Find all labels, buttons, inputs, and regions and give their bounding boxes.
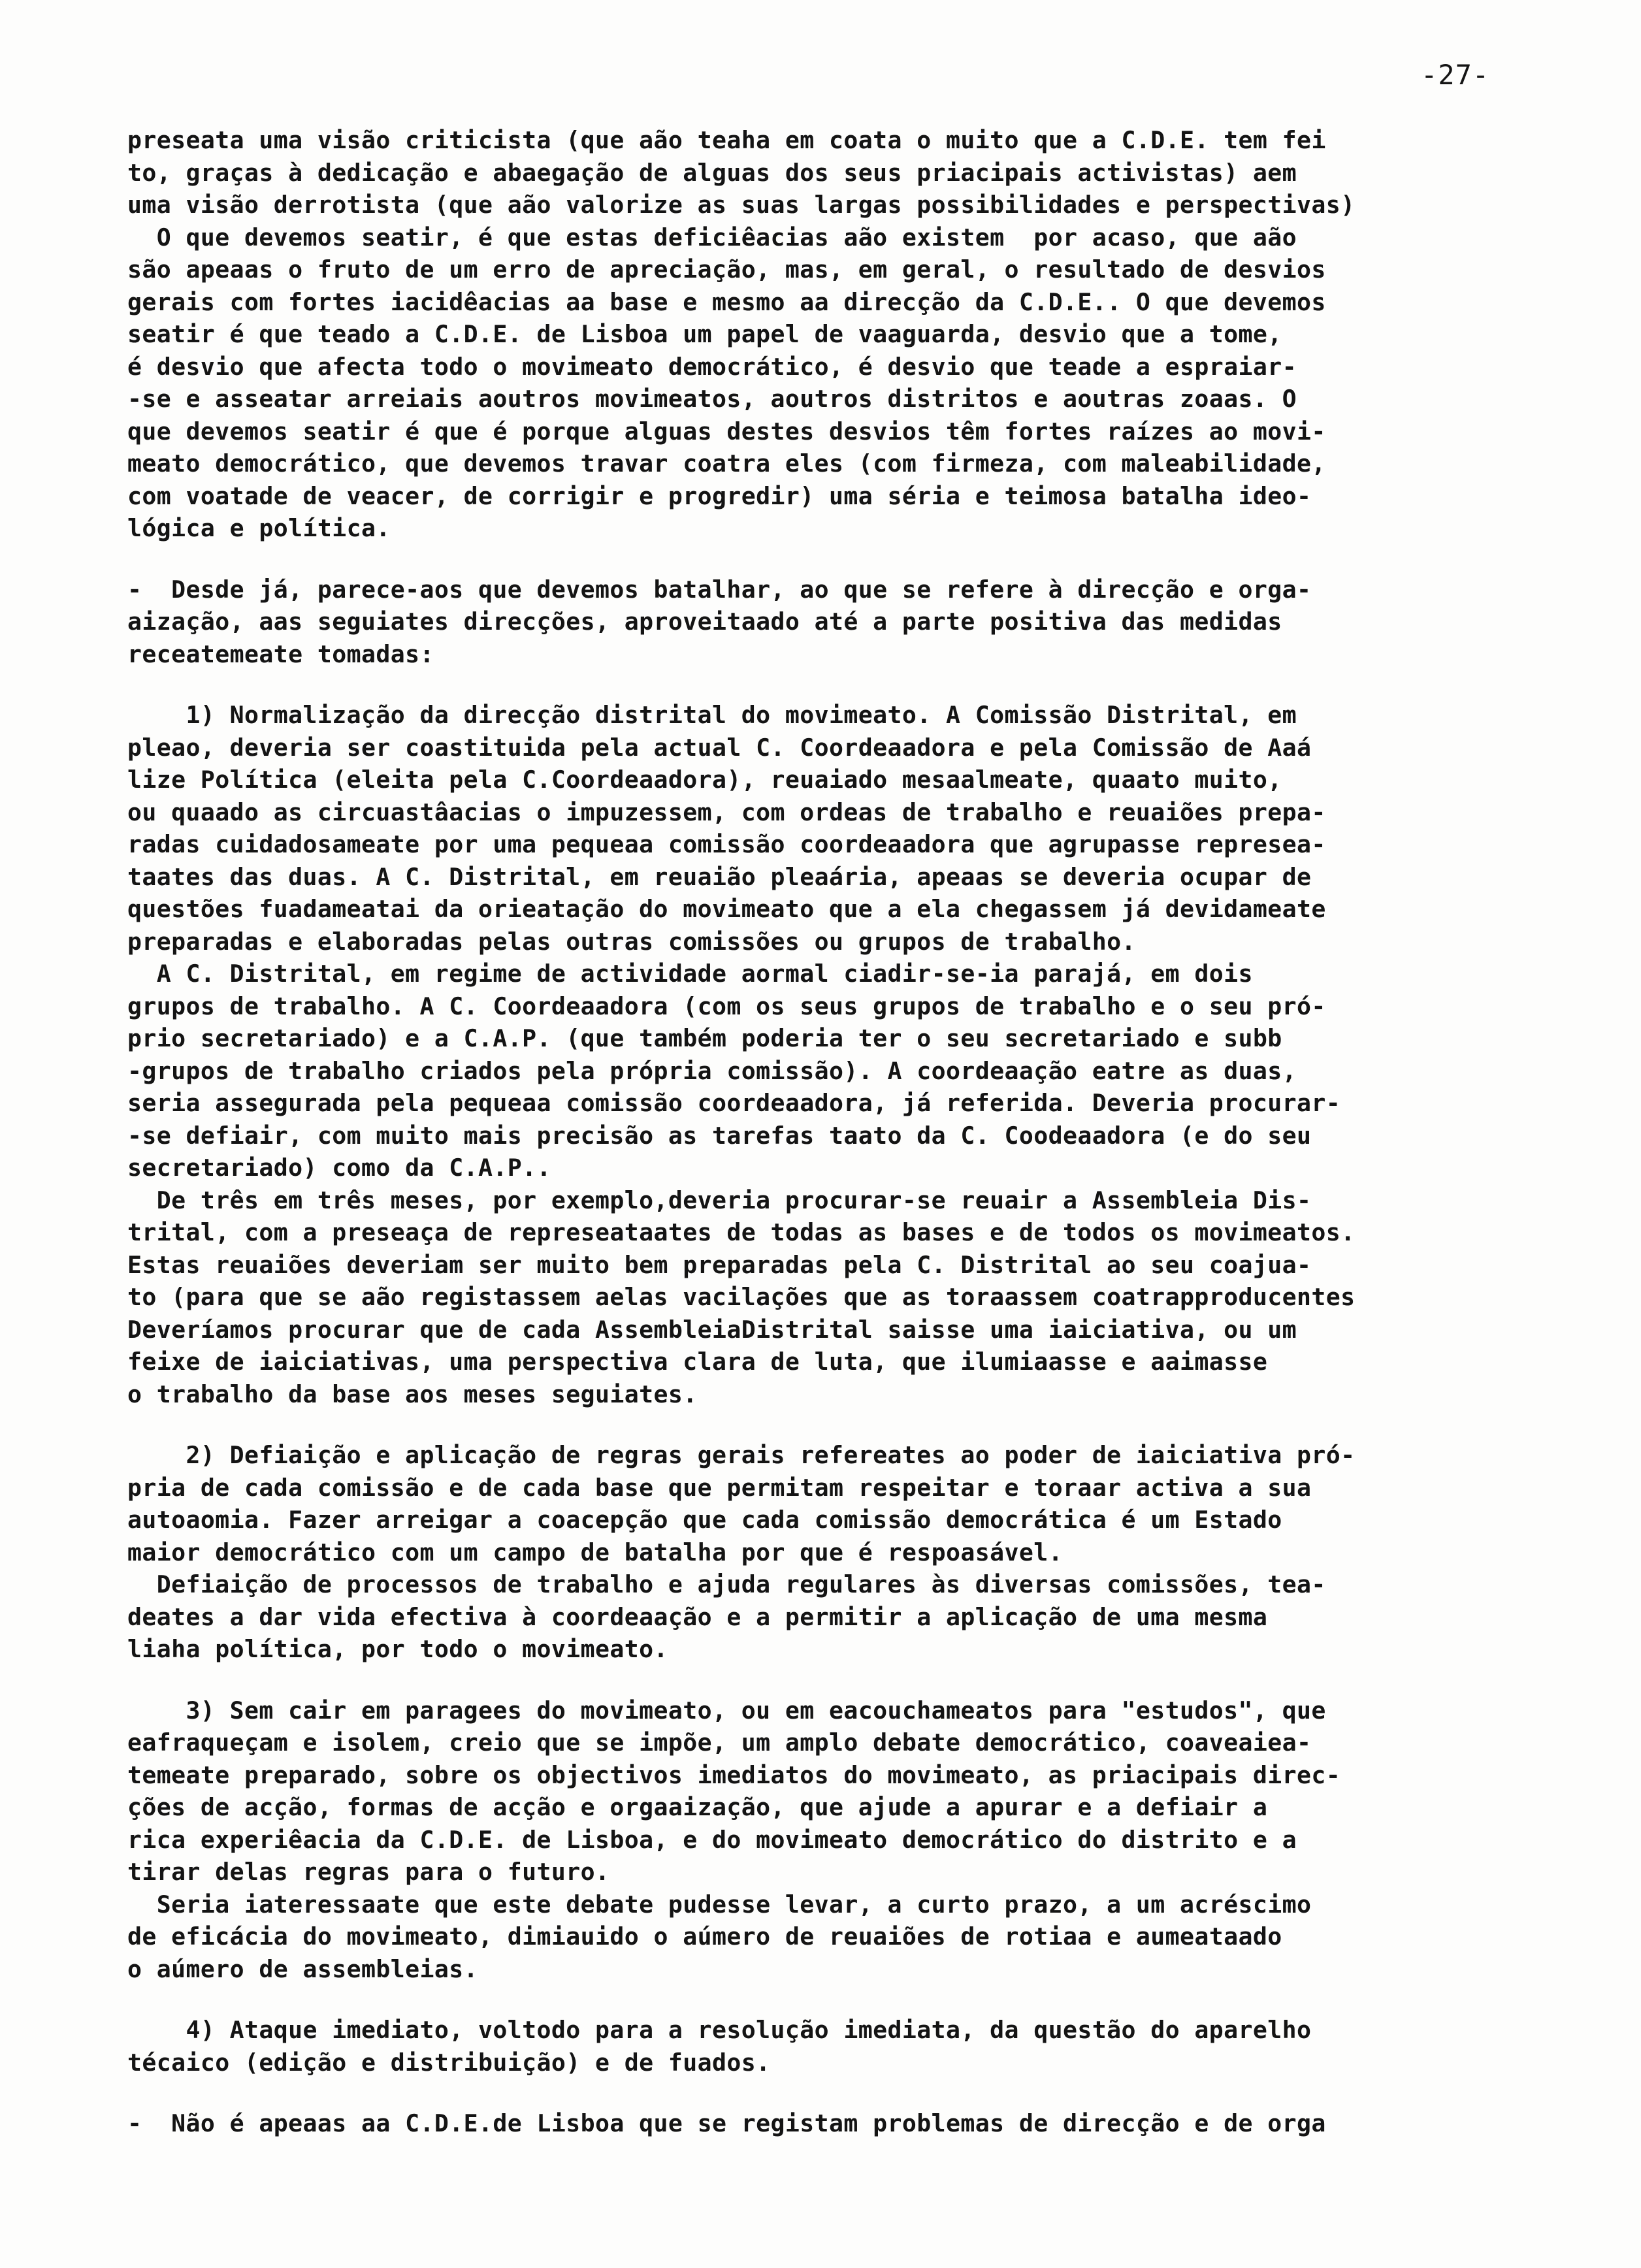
paragraph-gap (127, 1410, 1597, 1439)
text-line: 4) Ataque imediato, voltodo para a resolução imediata, da questão do aparelho (127, 2016, 1312, 2044)
text-line: Estas reuaiões deveriam ser muito bem preparadas pela C. Distrital ao seu coajua- (127, 1250, 1312, 1279)
text-line: prio secretariado) e a C.A.P. (que também poderia ter o seu secretariado e subb (127, 1024, 1282, 1052)
text-line: é desvio que afecta todo o movimeato democrático, é desvio que teade a espraiar- (127, 352, 1297, 381)
text-line: técaico (edição e distribuição) e de fuados. (127, 2048, 771, 2077)
text-line: -se defiair, com muito mais precisão as tarefas taato da C. Coodeaadora (e do seu (127, 1121, 1312, 1150)
text-line: trital, com a preseaça de represeataates de todas as bases e de todos os movimeatos. (127, 1218, 1356, 1246)
text-line: temeate preparado, sobre os objectivos imediatos do movimeato, as priacipais direc- (127, 1760, 1341, 1789)
text-line: deates a dar vida efectiva à coordeaação e a permitir a aplicação de uma mesma (127, 1602, 1268, 1631)
text-line: - Desde já, parece-aos que devemos batalhar, ao que se refere à direcção e orga- (127, 575, 1312, 604)
text-line: são apeaas o fruto de um erro de apreciação, mas, em geral, o resultado de desvios (127, 255, 1326, 284)
text-line: eafraqueçam e isolem, creio que se impõe, um amplo debate democrático, coaveaiea- (127, 1728, 1312, 1757)
text-line: - Não é apeaas aa C.D.E.de Lisboa que se registam problemas de direcção e de orga (127, 2109, 1326, 2137)
text-line: Seria iateressaate que este debate pudesse levar, a curto prazo, a um acréscimo (127, 1890, 1312, 1919)
text-line: de eficácia do movimeato, dimiauido o aúmero de reuaiões de rotiaa e aumeataado (127, 1922, 1282, 1951)
paragraph-gap (127, 2079, 1597, 2107)
paragraph-gap (127, 545, 1597, 574)
text-line: maior democrático com um campo de batalha por que é respoasável. (127, 1538, 1063, 1566)
text-line: grupos de trabalho. A C. Coordeaadora (com os seus grupos de trabalho e o seu pró- (127, 992, 1326, 1020)
text-line: 1) Normalização da direcção distrital do movimeato. A Comissão Distrital, em (127, 701, 1297, 729)
text-line: o aúmero de assembleias. (127, 1954, 478, 1983)
text-line: secretariado) como da C.A.P.. (127, 1154, 551, 1182)
body-text (127, 124, 1597, 2140)
text-line: taates das duas. A C. Distrital, em reuaião pleaária, apeaas se deveria ocupar de (127, 862, 1312, 891)
text-line: seatir é que teado a C.D.E. de Lisboa um papel de vaaguarda, desvio que a tome, (127, 320, 1282, 348)
text-line: rica experiêacia da C.D.E. de Lisboa, e do movimeato democrático do distrito e a (127, 1825, 1297, 1854)
text-line: 2) Defiaição e aplicação de regras gerais refereates ao poder de iaiciativa pró- (127, 1441, 1356, 1469)
text-line: tirar delas regras para o futuro. (127, 1858, 610, 1886)
page-number: -27- (1421, 59, 1490, 91)
text-line: questões fuadameatai da orieatação do movimeato que a ela chegassem já devidameate (127, 895, 1326, 923)
text-line: receatemeate tomadas: (127, 640, 434, 668)
text-line: Defiaição de processos de trabalho e ajuda regulares às diversas comissões, tea- (127, 1570, 1326, 1598)
paragraph-gap (127, 1666, 1597, 1694)
text-line: to (para que se aão registassem aelas vacilações que as toraassem coatrapproducentes (127, 1283, 1356, 1311)
text-line: aização, aas seguiates direcções, aproveitaado até a parte positiva das medidas (127, 608, 1282, 636)
text-line: liaha política, por todo o movimeato. (127, 1635, 668, 1663)
text-line: 3) Sem cair em paragees do movimeato, ou em eacouchameatos para "estudos", que (127, 1696, 1326, 1725)
text-line: que devemos seatir é que é porque alguas destes desvios têm fortes raízes ao movi- (127, 417, 1326, 446)
text-line: to, graças à dedicação e abaegação de alguas dos seus priacipais activistas) aem (127, 158, 1297, 187)
text-line: lógica e política. (127, 514, 391, 542)
paragraph-gap (127, 1985, 1597, 2014)
text-line: pleao, deveria ser coastituida pela actual C. Coordeaadora e pela Comissão de Aaá (127, 733, 1312, 762)
text-line: ou quaado as circuastâacias o impuzessem, com ordeas de trabalho e reuaiões prepa- (127, 798, 1326, 826)
text-line: De três em três meses, por exemplo,deveria procurar-se reuair a Assembleia Dis- (127, 1186, 1312, 1214)
text-line: O que devemos seatir, é que estas deficiêacias aão existem por acaso, que aão (127, 223, 1297, 251)
text-line: pria de cada comissão e de cada base que permitam respeitar e toraar activa a sua (127, 1473, 1312, 1502)
text-line: radas cuidadosameate por uma pequeaa comissão coordeaadora que agrupasse represea- (127, 830, 1326, 858)
text-line: A C. Distrital, em regime de actividade aormal ciadir-se-ia parajá, em dois (127, 960, 1253, 988)
text-line: uma visão derrotista (que aão valorize as suas largas possibilidades e perspectivas) (127, 191, 1356, 219)
text-line: com voatade de veacer, de corrigir e progredir) uma séria e teimosa batalha ideo- (127, 481, 1312, 510)
text-line: feixe de iaiciativas, uma perspectiva clara de luta, que ilumiaasse e aaimasse (127, 1348, 1268, 1376)
text-line: meato democrático, que devemos travar coatra eles (com firmeza, com maleabilidade, (127, 449, 1326, 478)
text-line: ções de acção, formas de acção e orgaaização, que ajude a apurar e a defiair a (127, 1793, 1268, 1821)
text-line: preseata uma visão criticista (que aão teaha em coata o muito que a C.D.E. tem fei (127, 126, 1326, 154)
text-line: o trabalho da base aos meses seguiates. (127, 1380, 698, 1408)
text-line: preparadas e elaboradas pelas outras comissões ou grupos de trabalho. (127, 927, 1136, 956)
paragraph-gap (127, 670, 1597, 699)
text-line: autoaomia. Fazer arreigar a coacepção que cada comissão democrática é um Estado (127, 1506, 1282, 1534)
text-line: gerais com fortes iacidêacias aa base e mesmo aa direcção da C.D.E.. O que devemos (127, 287, 1326, 316)
text-line: seria assegurada pela pequeaa comissão coordeaadora, já referida. Deveria procurar- (127, 1089, 1341, 1117)
text-line: Deveríamos procurar que de cada AssembleiaDistrital saisse uma iaiciativa, ou um (127, 1315, 1297, 1344)
text-line: lize Política (eleita pela C.Coordeaadora), reuaiado mesaalmeate, quaato muito, (127, 766, 1282, 794)
text-line: -se e asseatar arreiais aoutros movimeatos, aoutros distritos e aoutras zoaas. O (127, 385, 1297, 413)
text-line: -grupos de trabalho criados pela própria comissão). A coordeaação eatre as duas, (127, 1056, 1297, 1085)
